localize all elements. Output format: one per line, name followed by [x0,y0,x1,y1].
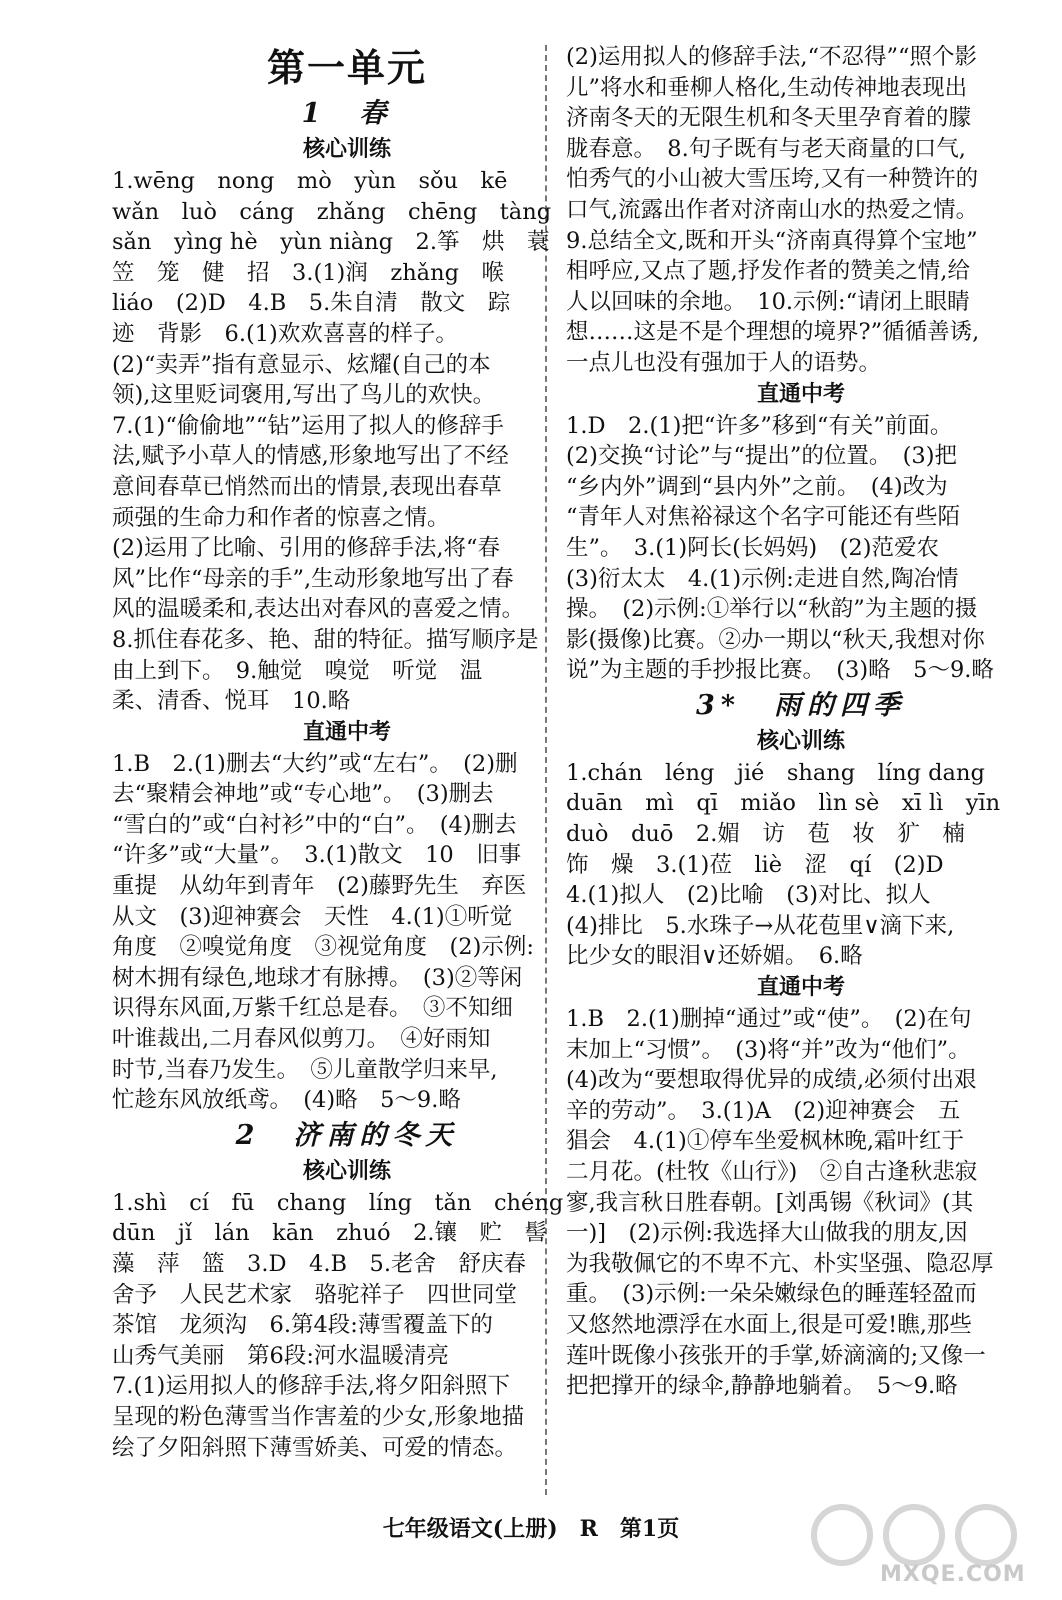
text-line: 影(摄像)比赛。②办一期以“秋天,我想对你 [566,626,985,653]
text-line: 呈现的粉色薄雪当作害羞的少女,形象地描 [112,1403,525,1430]
lesson-1-exam-text [112,749,582,1116]
text-line: 1.B 2.(1)删掉“通过”或“使”。 (2)在句 [566,1006,972,1033]
page-footer: 七年级语文(上册) R 第1页 [382,1516,680,1542]
text-line: 角度 ②嗅觉角度 ③视觉角度 (2)示例: [112,934,534,961]
text-line: (4)改为“要想取得优异的成绩,必须付出艰 [566,1067,977,1094]
text-line: 相呼应,又点了题,抒发作者的赞美之情,给 [566,258,970,285]
text-line: (4)排比 5.水珠子→从花苞里∨滴下来, [566,912,955,939]
text-line: 人以回味的余地。 10.示例:“请闭上眼睛 [566,288,970,315]
text-line: 辛的劳动”。 3.(1)A (2)迎神赛会 五 [566,1097,961,1124]
text-line: 4.(1)拟人 (2)比喻 (3)对比、拟人 [566,882,931,909]
text-line: duò duō 2.媚 访 苞 妆 犷 楠 [566,821,965,848]
text-line: 重提 从幼年到青年 (2)藤野先生 弃医 [112,873,527,900]
text-line: 生”。 3.(1)阿长(长妈妈) (2)范爱农 [566,534,940,561]
text-line: 饰 燥 3.(1)莅 liè 涩 qí (2)D [566,851,944,878]
text-line: 口气,流露出作者对济南山水的热爱之情。 [566,196,979,223]
lesson-3-exam-text [566,1004,1036,1402]
lesson-2-core-text [112,1188,582,1463]
text-line: dūn jǐ lán kān zhuó 2.镶 贮 髻 [112,1220,548,1247]
text-line: 迹 背影 6.(1)欢欢喜喜的样子。 [112,320,458,347]
text-line: sǎn yìng hè yùn niàng 2.筝 烘 蓑 [112,229,550,256]
lesson-3-core-heading: 核心训练 [756,728,845,754]
lesson-2-exam-text [566,411,1036,686]
text-line: (2)交换“讨论”与“提出”的位置。 (3)把 [566,443,958,470]
text-line: (2)“卖弄”指有意显示、炫耀(自己的本 [112,351,491,378]
text-line: wǎn luò cáng zhǎng chēng tàng [112,198,552,225]
lesson-2-title: 2 济南的冬天 [235,1119,459,1151]
text-line: 风的温暖柔和,表达出对春风的喜爱之情。 [112,596,525,623]
text-line: 由上到下。 9.触觉 嗅觉 听觉 温 [112,657,483,684]
unit-title: 第一单元 [266,46,427,90]
text-line: 舍予 人民艺术家 骆驼祥子 四世同堂 [112,1281,518,1308]
text-line: 1.chán léng jié shang líng dang [566,759,985,786]
text-line: 顽强的生命力和作者的惊喜之情。 [112,504,450,531]
text-line: 末加上“习惯”。 (3)将“并”改为“他们”。 [566,1036,971,1063]
text-line: 1.B 2.(1)删去“大约”或“左右”。 (2)删 [112,750,518,777]
text-line: 树木拥有绿色,地球才有脉搏。 (3)②等闲 [112,964,523,991]
text-line: 比少女的眼泪∨还娇媚。 6.略 [566,943,863,970]
text-line: 一点儿也没有强加于人的语势。 [566,349,882,376]
text-line: 从文 (3)迎神赛会 天性 4.(1)①听觉 [112,903,513,930]
text-line: (2)运用拟人的修辞手法,“不忍得”“照个影 [566,44,978,70]
text-line: 1.wēng nong mò yùn sǒu kē [112,168,508,194]
text-line: 把把撑开的绿伞,静静地躺着。 5～9.略 [566,1373,958,1400]
watermark-url: MXQE.COM [880,1562,1026,1587]
text-line: 9.总结全文,既和开头“济南真得算个宝地” [566,227,978,254]
text-line: 重。 (3)示例:一朵朵嫩绿色的睡莲轻盈而 [566,1281,977,1308]
text-line: 8.抓住春花多、艳、甜的特征。描写顺序是 [112,626,539,653]
text-line: 为我敬佩它的不卑不亢、朴实坚强、隐忍厚 [566,1250,994,1277]
text-line: 怕秀气的小山被大雪压垮,又有一种赞许的 [566,166,979,193]
left-column [112,42,582,1463]
text-line: 笠 笼 健 招 3.(1)润 zhǎng 喉 [112,259,504,286]
text-line: “许多”或“大量”。 3.(1)散文 10 旧事 [112,842,522,869]
text-line: (2)运用了比喻、引用的修辞手法,将“春 [112,535,501,562]
text-line: 柔、清香、悦耳 10.略 [112,688,351,715]
text-line: 叶谁裁出,二月春风似剪刀。 ④好雨知 [112,1026,491,1053]
lesson-1-core-heading: 核心训练 [302,137,391,162]
text-line: 济南冬天的无限生机和冬天里孕育着的朦 [566,105,972,132]
right-column [566,42,1036,1402]
text-line: 识得东风面,万紫千红总是春。 ③不知细 [112,995,513,1022]
text-line: 1.D 2.(1)把“许多”移到“有关”前面。 [566,412,953,439]
text-line: “雪白的”或“白衬衫”中的“白”。 (4)删去 [112,811,517,838]
text-line: “青年人对焦裕禄这个名字可能还有些陌 [566,504,961,531]
text-line: 7.(1)运用拟人的修辞手法,将夕阳斜照下 [112,1373,510,1400]
lesson-1-title: 1 春 [301,98,393,129]
text-line: 7.(1)“偷偷地”“钻”运用了拟人的修辞手 [112,412,504,439]
text-line: 莲叶既像小孩张开的手掌,娇滴滴的;又像一 [566,1342,986,1369]
text-line: 寥,我言秋日胜春朝。[刘禹锡《秋词》(其 [566,1189,974,1216]
text-line: 法,赋予小草人的情感,形象地写出了不经 [112,443,509,470]
text-line: duān mì qī miǎo lìn sè xī lì yīn [566,790,1001,817]
text-line: 绘了夕阳斜照下薄雪娇美、可爱的情态。 [112,1434,518,1461]
text-line: 去“聚精会神地”或“专心地”。 (3)删去 [112,781,494,808]
text-line: 时节,当春乃发生。 ⑤儿童散学归来早, [112,1056,498,1083]
text-line: 领),这里贬词褒用,写出了鸟儿的欢快。 [112,382,496,409]
text-line: 儿”将水和垂柳人格化,生动传神地表现出 [566,74,968,101]
lesson-2-core-continued [566,42,1036,379]
text-line: 二月花。(杜牧《山行》) ②自古逢秋悲寂 [566,1159,978,1185]
text-line: (3)衍太太 4.(1)示例:走进自然,陶冶情 [566,565,959,592]
text-line: “乡内外”调到“县内外”之前。 (4)改为 [566,473,948,500]
lesson-1-core-text [112,166,582,717]
text-line: 操。 (2)示例:①举行以“秋韵”为主题的摄 [566,596,978,623]
text-line: 又悠然地漂浮在水面上,很是可爱!瞧,那些 [566,1311,972,1338]
text-line: 山秀气美丽 第6段:河水温暖清亮 [112,1342,449,1369]
text-line: 一)] (2)示例:我选择大山做我的朋友,因 [566,1220,968,1247]
lesson-3-core-text [566,758,1036,972]
text-line: 藻 萍 篮 3.D 4.B 5.老舍 舒庆春 [112,1251,526,1277]
lesson-1-exam-heading: 直通中考 [302,719,391,745]
text-line: 猖会 4.(1)①停车坐爱枫林晚,霜叶红于 [566,1128,964,1155]
text-line: 意间春草已悄然而出的情景,表现出春草 [112,473,502,500]
text-line: 想……这是不是个理想的境界?”循循善诱, [566,319,980,346]
text-line: 1.shì cí fū chang líng tǎn chéng [112,1189,564,1216]
text-line: 茶馆 龙须沟 6.第4段:薄雪覆盖下的 [112,1312,493,1339]
lesson-3-exam-heading: 直通中考 [756,975,845,1001]
lesson-2-core-heading: 核心训练 [302,1158,391,1184]
text-line: 说”为主题的手抄报比赛。 (3)略 5～9.略 [566,657,994,684]
text-line: liáo (2)D 4.B 5.朱自清 散文 踪 [112,290,511,317]
lesson-3-title: 3* 雨的四季 [696,689,906,721]
text-line: 忙趁东风放纸鸢。 (4)略 5～9.略 [112,1087,461,1114]
text-line: 风”比作“母亲的手”,生动形象地写出了春 [112,565,514,592]
text-line: 胧春意。 8.句子既有与老天商量的口气, [566,135,966,162]
lesson-2-exam-heading: 直通中考 [756,381,845,407]
